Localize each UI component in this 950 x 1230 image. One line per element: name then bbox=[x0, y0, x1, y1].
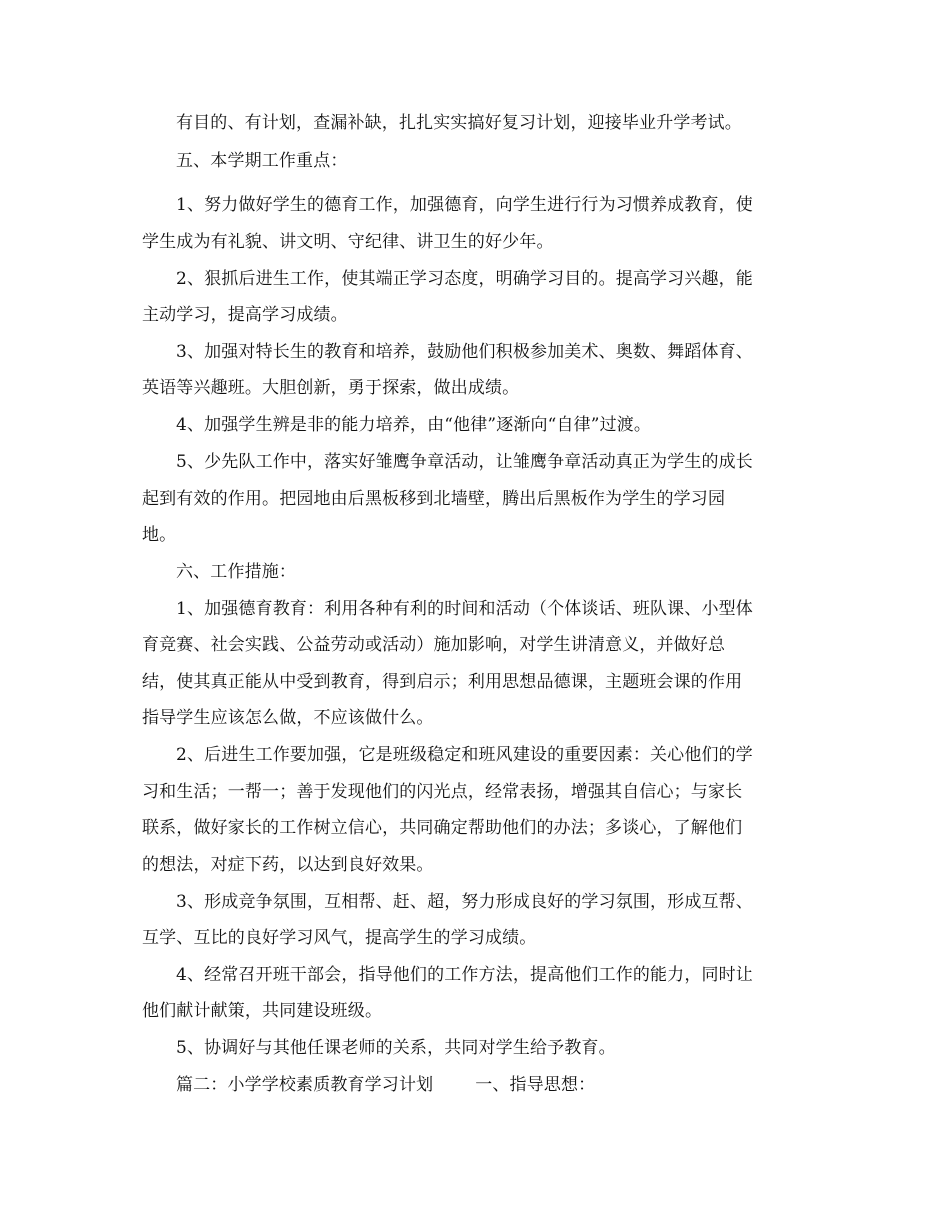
paragraph-line: 4、经常召开班干部会，指导他们的工作方法，提高他们工作的能力，同时让 bbox=[176, 965, 753, 985]
paragraph-line: 2、后进生工作要加强，它是班级稳定和班风建设的重要因素：关心他们的学 bbox=[176, 745, 753, 765]
paragraph-line: 有目的、有计划，查漏补缺，扎扎实实搞好复习计划，迎接毕业升学考试。 bbox=[176, 113, 742, 133]
subsection-heading: 一、指导思想： bbox=[475, 1075, 596, 1095]
paragraph-line: 的想法，对症下药，以达到良好效果。 bbox=[142, 855, 434, 875]
paragraph-line: 5、少先队工作中，落实好雏鹰争章活动，让雏鹰争章活动真正为学生的成长 bbox=[176, 452, 753, 472]
paragraph-line: 结，使其真正能从中受到教育，得到启示；利用思想品德课，主题班会课的作用 bbox=[142, 672, 743, 692]
paragraph-line: 2、狠抓后进生工作，使其端正学习态度，明确学习目的。提高学习兴趣，能 bbox=[176, 269, 753, 289]
paragraph-line: 他们献计献策，共同建设班级。 bbox=[142, 1001, 383, 1021]
paragraph-line: 学生成为有礼貌、讲文明、守纪律、讲卫生的好少年。 bbox=[142, 232, 554, 252]
paragraph-line: 主动学习，提高学习成绩。 bbox=[142, 305, 348, 325]
paragraph-line: 互学、互比的良好学习风气，提高学生的学习成绩。 bbox=[142, 928, 537, 948]
paragraph-line: 1、努力做好学生的德育工作，加强德育，向学生进行行为习惯养成教育，使 bbox=[176, 195, 753, 215]
paragraph-line: 3、加强对特长生的教育和培养，鼓励他们积极参加美术、奥数、舞蹈体育、 bbox=[176, 342, 753, 362]
article-title: 篇二：小学学校素质教育学习计划 bbox=[176, 1075, 434, 1095]
paragraph-line: 指导学生应该怎么做，不应该做什么。 bbox=[142, 708, 434, 728]
paragraph-line: 地。 bbox=[142, 525, 177, 545]
section-heading: 五、本学期工作重点： bbox=[176, 151, 348, 171]
article-heading-line bbox=[176, 1074, 595, 1097]
paragraph-line: 4、加强学生辨是非的能力培养，由“他律”逐渐向“自律”过渡。 bbox=[176, 415, 652, 435]
paragraph-line: 育竞赛、社会实践、公益劳动或活动）施加影响，对学生讲清意义，并做好总 bbox=[142, 635, 726, 655]
paragraph-line: 3、形成竞争氛围，互相帮、赶、超，努力形成良好的学习氛围，形成互帮、 bbox=[176, 892, 753, 912]
section-heading: 六、工作措施： bbox=[176, 562, 297, 582]
paragraph-line: 联系，做好家长的工作树立信心，共同确定帮助他们的办法；多谈心，了解他们 bbox=[142, 818, 743, 838]
paragraph-line: 英语等兴趣班。大胆创新，勇于探索，做出成绩。 bbox=[142, 378, 520, 398]
paragraph-line: 习和生活；一帮一；善于发现他们的闪光点，经常表扬，增强其自信心；与家长 bbox=[142, 782, 743, 802]
paragraph-line: 起到有效的作用。把园地由后黑板移到北墙壁，腾出后黑板作为学生的学习园 bbox=[142, 489, 726, 509]
paragraph-line: 5、协调好与其他任课老师的关系，共同对学生给予教育。 bbox=[176, 1038, 616, 1058]
paragraph-line: 1、加强德育教育：利用各种有利的时间和活动（个体谈话、班队课、小型体 bbox=[176, 599, 753, 619]
